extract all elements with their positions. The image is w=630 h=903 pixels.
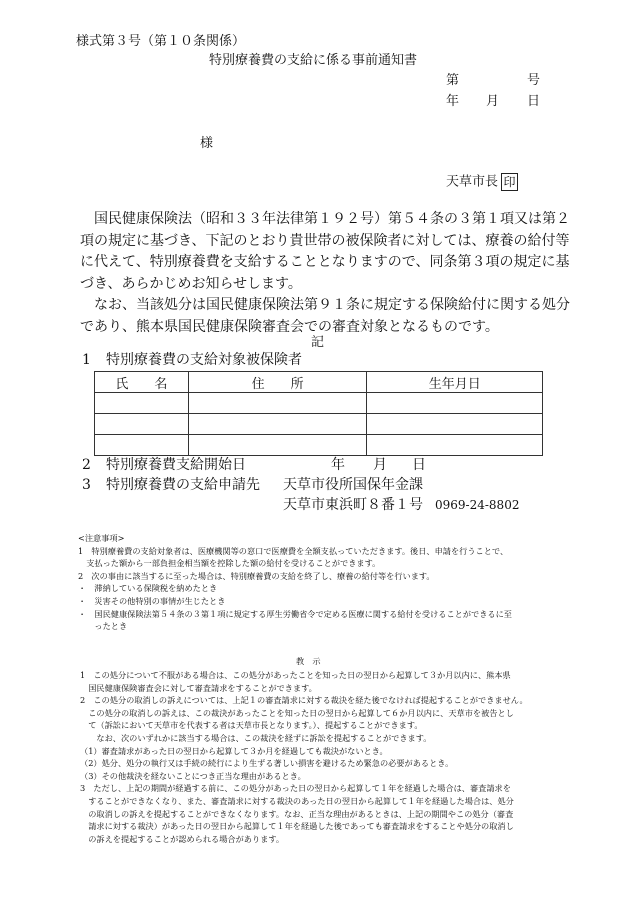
section3-address — [283, 496, 519, 514]
table-cell — [367, 435, 543, 456]
insured-table — [94, 371, 543, 456]
number-suffix: 号 — [527, 73, 541, 88]
note-line: ったとき — [78, 621, 128, 632]
section2-month: 月 — [373, 457, 387, 473]
note-line: 1 特別療養費の支給対象者は、医療機関等の窓口で医療費を全額支払っていただきます。後日、申請を行うことで、 — [78, 545, 509, 556]
note-line: 2 次の事由に該当するに至った場合は、特別療養費の支給を終了し、療養の給付等を行います。 — [78, 570, 435, 581]
section2-year: 年 — [331, 457, 345, 473]
table-cell — [95, 393, 189, 414]
section3-department: 天草市役所国保年金課 — [283, 477, 423, 493]
kyoji-line: 3 ただし、上記の期間が経過する前に、この処分があった日の翌日から起算して１年を経過した場合は、審査請求を — [80, 783, 511, 794]
kyoji-line: 1 この処分について不服がある場合は、この処分があったことを知った日の翌日から起算して３か月以内に、熊本県 — [80, 670, 511, 680]
body-line: づき、あらかじめお知らせします。 — [80, 275, 302, 292]
table-row — [95, 414, 543, 435]
kyoji-line: （2）処分、処分の執行又は手続の続行により生ずる著しい損害を避けるため緊急の必要があるとき。 — [80, 758, 454, 769]
kyoji-line: なお、次のいずれかに該当する場合は、この裁決を経ずに訴訟を提起することができます。 — [80, 732, 432, 743]
section1-label: 特別療養費の支給対象被保険者 — [106, 352, 302, 368]
table-cell — [95, 414, 189, 435]
section2-day: 日 — [412, 457, 426, 473]
table-row — [95, 435, 543, 456]
date-month-label: 月 — [486, 94, 500, 109]
body-line: 国民健康保険法（昭和３３年法律第１９２号）第５４条の３第１項又は第２ — [94, 211, 570, 227]
header-address: 住 所 — [188, 372, 367, 393]
header-birthdate: 生年月日 — [367, 372, 543, 393]
seal-stamp: 印 — [501, 173, 518, 191]
sender-line — [446, 173, 518, 191]
section2-number: 2 — [82, 457, 91, 473]
table-cell — [367, 393, 543, 414]
table-header-row — [95, 372, 543, 393]
kyoji-line: 請求に対する裁決）があった日の翌日から起算して１年を経過した後であっても審査請求をすることや処分の取消し — [80, 821, 514, 832]
header-name: 氏 名 — [95, 372, 189, 393]
kyoji-heading: 教 示 — [296, 656, 321, 666]
table-cell — [367, 414, 543, 435]
table-cell — [188, 435, 367, 456]
number-prefix: 第 — [446, 73, 460, 88]
document-title: 特別療養費の支給に係る事前通知書 — [209, 53, 418, 68]
kyoji-line: （1）審査請求があった日の翌日から起算して３か月を経過しても裁決がないとき。 — [80, 745, 388, 756]
kyoji-line: この処分の取消しの訴えは、この裁決があったことを知った日の翌日から起算して６か月以内に、天草市を被告とし — [80, 707, 514, 718]
table-cell — [188, 414, 367, 435]
body-paragraphs — [80, 209, 590, 338]
note-line: ・ 滞納している保険税を納めたとき — [78, 583, 218, 594]
note-line: ・ 災害その他特別の事情が生じたとき — [78, 595, 226, 606]
section3-number: 3 — [82, 477, 91, 493]
notes-section — [78, 532, 598, 633]
ki-heading: 記 — [311, 335, 325, 350]
kyoji-line: の取消しの訴えを提起することができなくなります。なお、正当な理由があるときは、上記の期間やこの処分（審査 — [80, 808, 514, 819]
kyoji-line: の訴えを提起することが認められる場合があります。 — [80, 833, 285, 844]
office-address: 天草市東浜町８番１号 — [283, 497, 423, 513]
body-line: に代えて、特別療養費を支給することとなりますので、同条第３項の規定に基 — [80, 254, 570, 270]
section1-number: 1 — [82, 352, 91, 368]
section3-label: 特別療養費の支給申請先 — [106, 477, 260, 493]
kyoji-line: て（訴訟において天草市を代表する者は天草市長となります。）、提起することができます。 — [80, 720, 423, 731]
office-phone: 0969-24-8802 — [435, 498, 520, 512]
note-line: ・ 国民健康保険法第５４条の３第１項に規定する厚生労働省令で定める医療に関する給付を受けることができるに至 — [78, 608, 512, 619]
kyoji-section — [80, 669, 600, 845]
kyoji-line: （3）その他裁決を経ないことにつき正当な理由があるとき。 — [80, 770, 306, 781]
kyoji-line: 2 この処分の取消しの訴えについては、上記１の審査請求に対する裁決を経た後でなければ提起することができません。 — [80, 695, 528, 706]
table-cell — [188, 393, 367, 414]
table-cell — [95, 435, 189, 456]
note-line: 支払った額から一部負担金相当額を控除した額の給付を受けることができます。 — [78, 558, 381, 569]
kyoji-line: 国民健康保険審査会に対して審査請求をすることができます。 — [80, 682, 317, 693]
date-day-label: 日 — [527, 94, 541, 109]
body-line: なお、当該処分は国民健康保険法第９１条に規定する保険給付に関する処分 — [94, 297, 570, 313]
addressee-suffix: 様 — [200, 136, 214, 151]
form-number: 様式第３号（第１０条関係） — [76, 34, 246, 49]
section2-label: 特別療養費支給開始日 — [106, 457, 246, 473]
table-row — [95, 393, 543, 414]
sender-name: 天草市長 — [446, 174, 499, 190]
notes-heading: <注意事項> — [78, 533, 125, 543]
body-line: であり、熊本県国民健康保険審査会での審査対象となるものです。 — [80, 318, 499, 335]
kyoji-line: することができなくなり、また、審査請求に対する裁決のあった日の翌日から起算して１年を経過した場合は、処分 — [80, 795, 514, 806]
body-line: 項の規定に基づき、下記のとおり貴世帯の被保険者に対しては、療養の給付等 — [80, 232, 570, 249]
date-year-label: 年 — [446, 94, 460, 109]
